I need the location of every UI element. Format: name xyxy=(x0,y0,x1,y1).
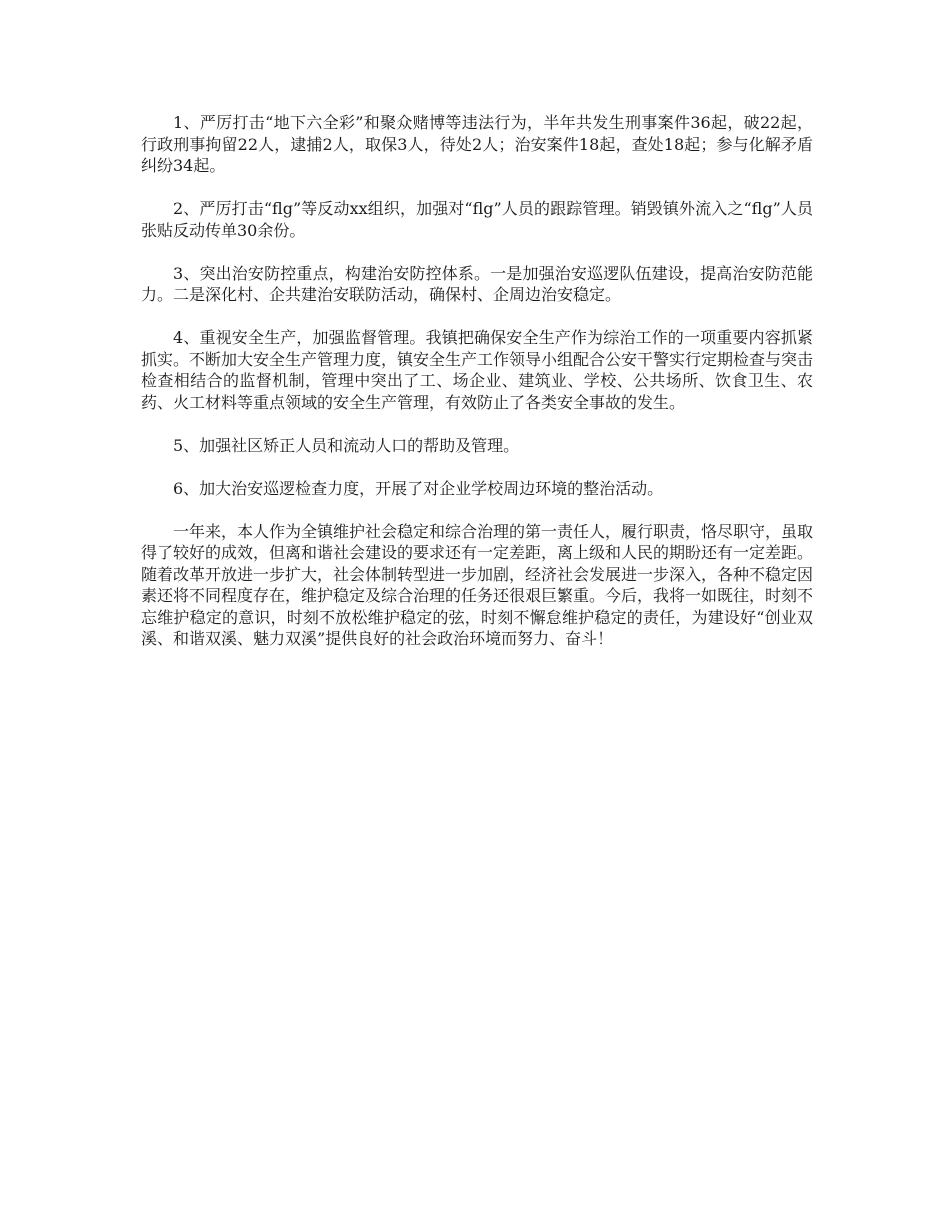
paragraph-item-4: 4、重视安全生产，加强监督管理。我镇把确保安全生产作为综治工作的一项重要内容抓紧抓实。不断加大安全生产管理力度，镇安全生产工作领导小组配合公安干警实行定期检查与突击检查相结合的监督机制，管理中突出了工、场企业、建筑业、学校、公共场所、饮食卫生、农药、火工材料等重点领域的安全生产管理，有效防止了各类安全事故的发生。 xyxy=(141,328,814,412)
paragraph-item-2: 2、严厉打击“flg”等反动xx组织，加强对“flg”人员的跟踪管理。销毁镇外流入之“flg”人员张贴反动传单30余份。 xyxy=(141,199,813,240)
paragraph-item-6: 6、加大治安巡逻检查力度，开展了对企业学校周边环境的整治活动。 xyxy=(173,478,664,498)
document-body xyxy=(141,112,813,671)
paragraph-item-3: 3、突出治安防控重点，构建治安防控体系。一是加强治安巡逻队伍建设，提高治安防范能力。二是深化村、企共建治安联防活动，确保村、企周边治安稳定。 xyxy=(141,263,813,304)
paragraph-item-1: 1、严厉打击“地下六全彩”和聚众赌博等违法行为，半年共发生刑事案件36起，破22起，行政刑事拘留22人，逮捕2人，取保3人，待处2人；治安案件18起，查处18起；参与化解矛盾纠纷34起。 xyxy=(141,113,813,175)
paragraph-item-5: 5、加强社区矫正人员和流动人口的帮助及管理。 xyxy=(173,435,520,455)
paragraph-summary: 一年来，本人作为全镇维护社会稳定和综合治理的第一责任人，履行职责，恪尽职守，虽取得了较好的成效，但离和谐社会建设的要求还有一定差距，离上级和人民的期盼还有一定差距。随着改革开放进一步扩大，社会体制转型进一步加剧，经济社会发展进一步深入，各种不稳定因素还将不同程度存在，维护稳定及综合治理的任务还很艰巨繁重。今后，我将一如既往，时刻不忘维护稳定的意识，时刻不放松维护稳定的弦，时刻不懈怠维护稳定的责任，为建设好“创业双溪、和谐双溪、魅力双溪”提供良好的社会政治环境而努力、奋斗！ xyxy=(141,521,814,648)
